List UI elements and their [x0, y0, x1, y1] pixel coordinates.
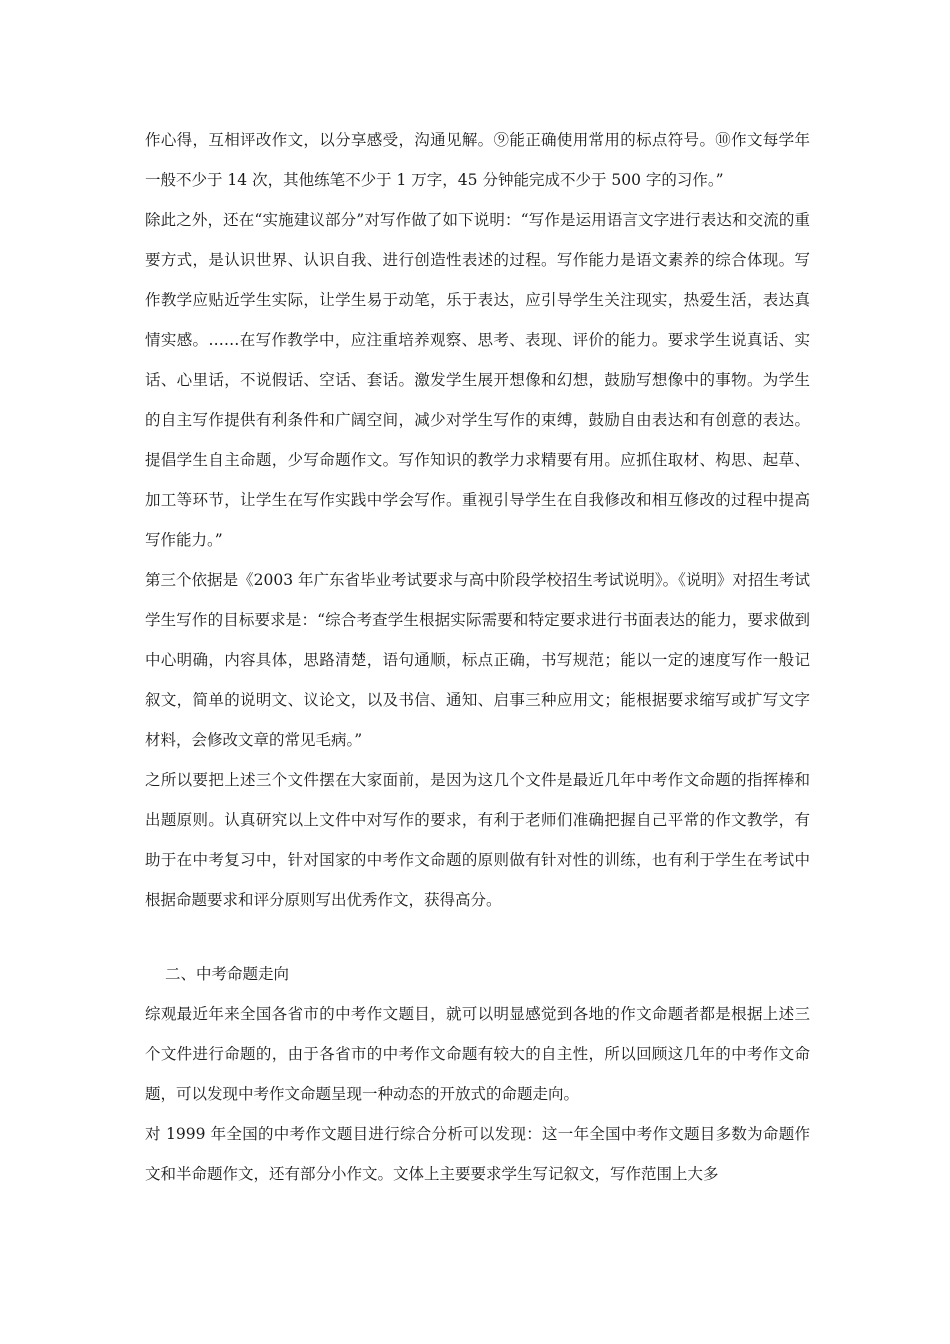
paragraph-purpose: 之所以要把上述三个文件摆在大家面前，是因为这几个文件是最近几年中考作文命题的指挥棒和出题原则。认真研究以上文件中对写作的要求，有利于老师们准确把握自己平常的作文教学，有助于在中考复习中，针对国家的中考作文命题的原则做有针对性的训练，也有利于学生在考试中根据命题要求和评分原则写出优秀作文，获得高分。 [145, 771, 810, 909]
paragraph-writing-standards: 作心得，互相评改作文，以分享感受，沟通见解。⑨能正确使用常用的标点符号。⑩作文每学年一般不少于 14 次，其他练笔不少于 1 万字，45 分钟能完成不少于 500 字的习作。” [145, 131, 810, 189]
section-heading: 二、中考命题走向 [165, 965, 290, 983]
document-page [145, 120, 810, 1194]
paragraph-trend-overview: 综观最近年来全国各省市的中考作文题目，就可以明显感觉到各地的作文命题者都是根据上述三个文件进行命题的，由于各省市的中考作文命题有较大的自主性，所以回顾这几年的中考作文命题，可以发现中考作文命题呈现一种动态的开放式的命题走向。 [145, 1005, 810, 1103]
paragraph-exam-guidelines: 第三个依据是《2003 年广东省毕业考试要求与高中阶段学校招生考试说明》。《说明》对招生考试学生写作的目标要求是：“综合考查学生根据实际需要和特定要求进行书面表达的能力，要求做到中心明确，内容具体，思路清楚，语句通顺，标点正确，书写规范；能以一定的速度写作一般记叙文，简单的说明文、议论文，以及书信、通知、启事三种应用文；能根据要求缩写或扩写文字材料，会修改文章的常见毛病。” [145, 571, 810, 749]
paragraph-1999-analysis: 对 1999 年全国的中考作文题目进行综合分析可以发现：这一年全国中考作文题目多数为命题作文和半命题作文，还有部分小作文。文体上主要要求学生写记叙文，写作范围上大多 [145, 1125, 810, 1183]
paragraph-implementation-suggestions: 除此之外，还在“实施建议部分”对写作做了如下说明：“写作是运用语言文字进行表达和交流的重要方式，是认识世界、认识自我、进行创造性表述的过程。写作能力是语文素养的综合体现。写作教学应贴近学生实际，让学生易于动笔，乐于表达，应引导学生关注现实，热爱生活，表达真情实感。……在写作教学中，应注重培养观察、思考、表现、评价的能力。要求学生说真话、实话、心里话，不说假话、空话、套话。激发学生展开想像和幻想，鼓励写想像中的事物。为学生的自主写作提供有利条件和广阔空间，减少对学生写作的束缚，鼓励自由表达和有创意的表达。提倡学生自主命题，少写命题作文。写作知识的教学力求精要有用。应抓住取材、构思、起草、加工等环节，让学生在写作实践中学会写作。重视引导学生在自我修改和相互修改的过程中提高写作能力。” [145, 211, 810, 549]
